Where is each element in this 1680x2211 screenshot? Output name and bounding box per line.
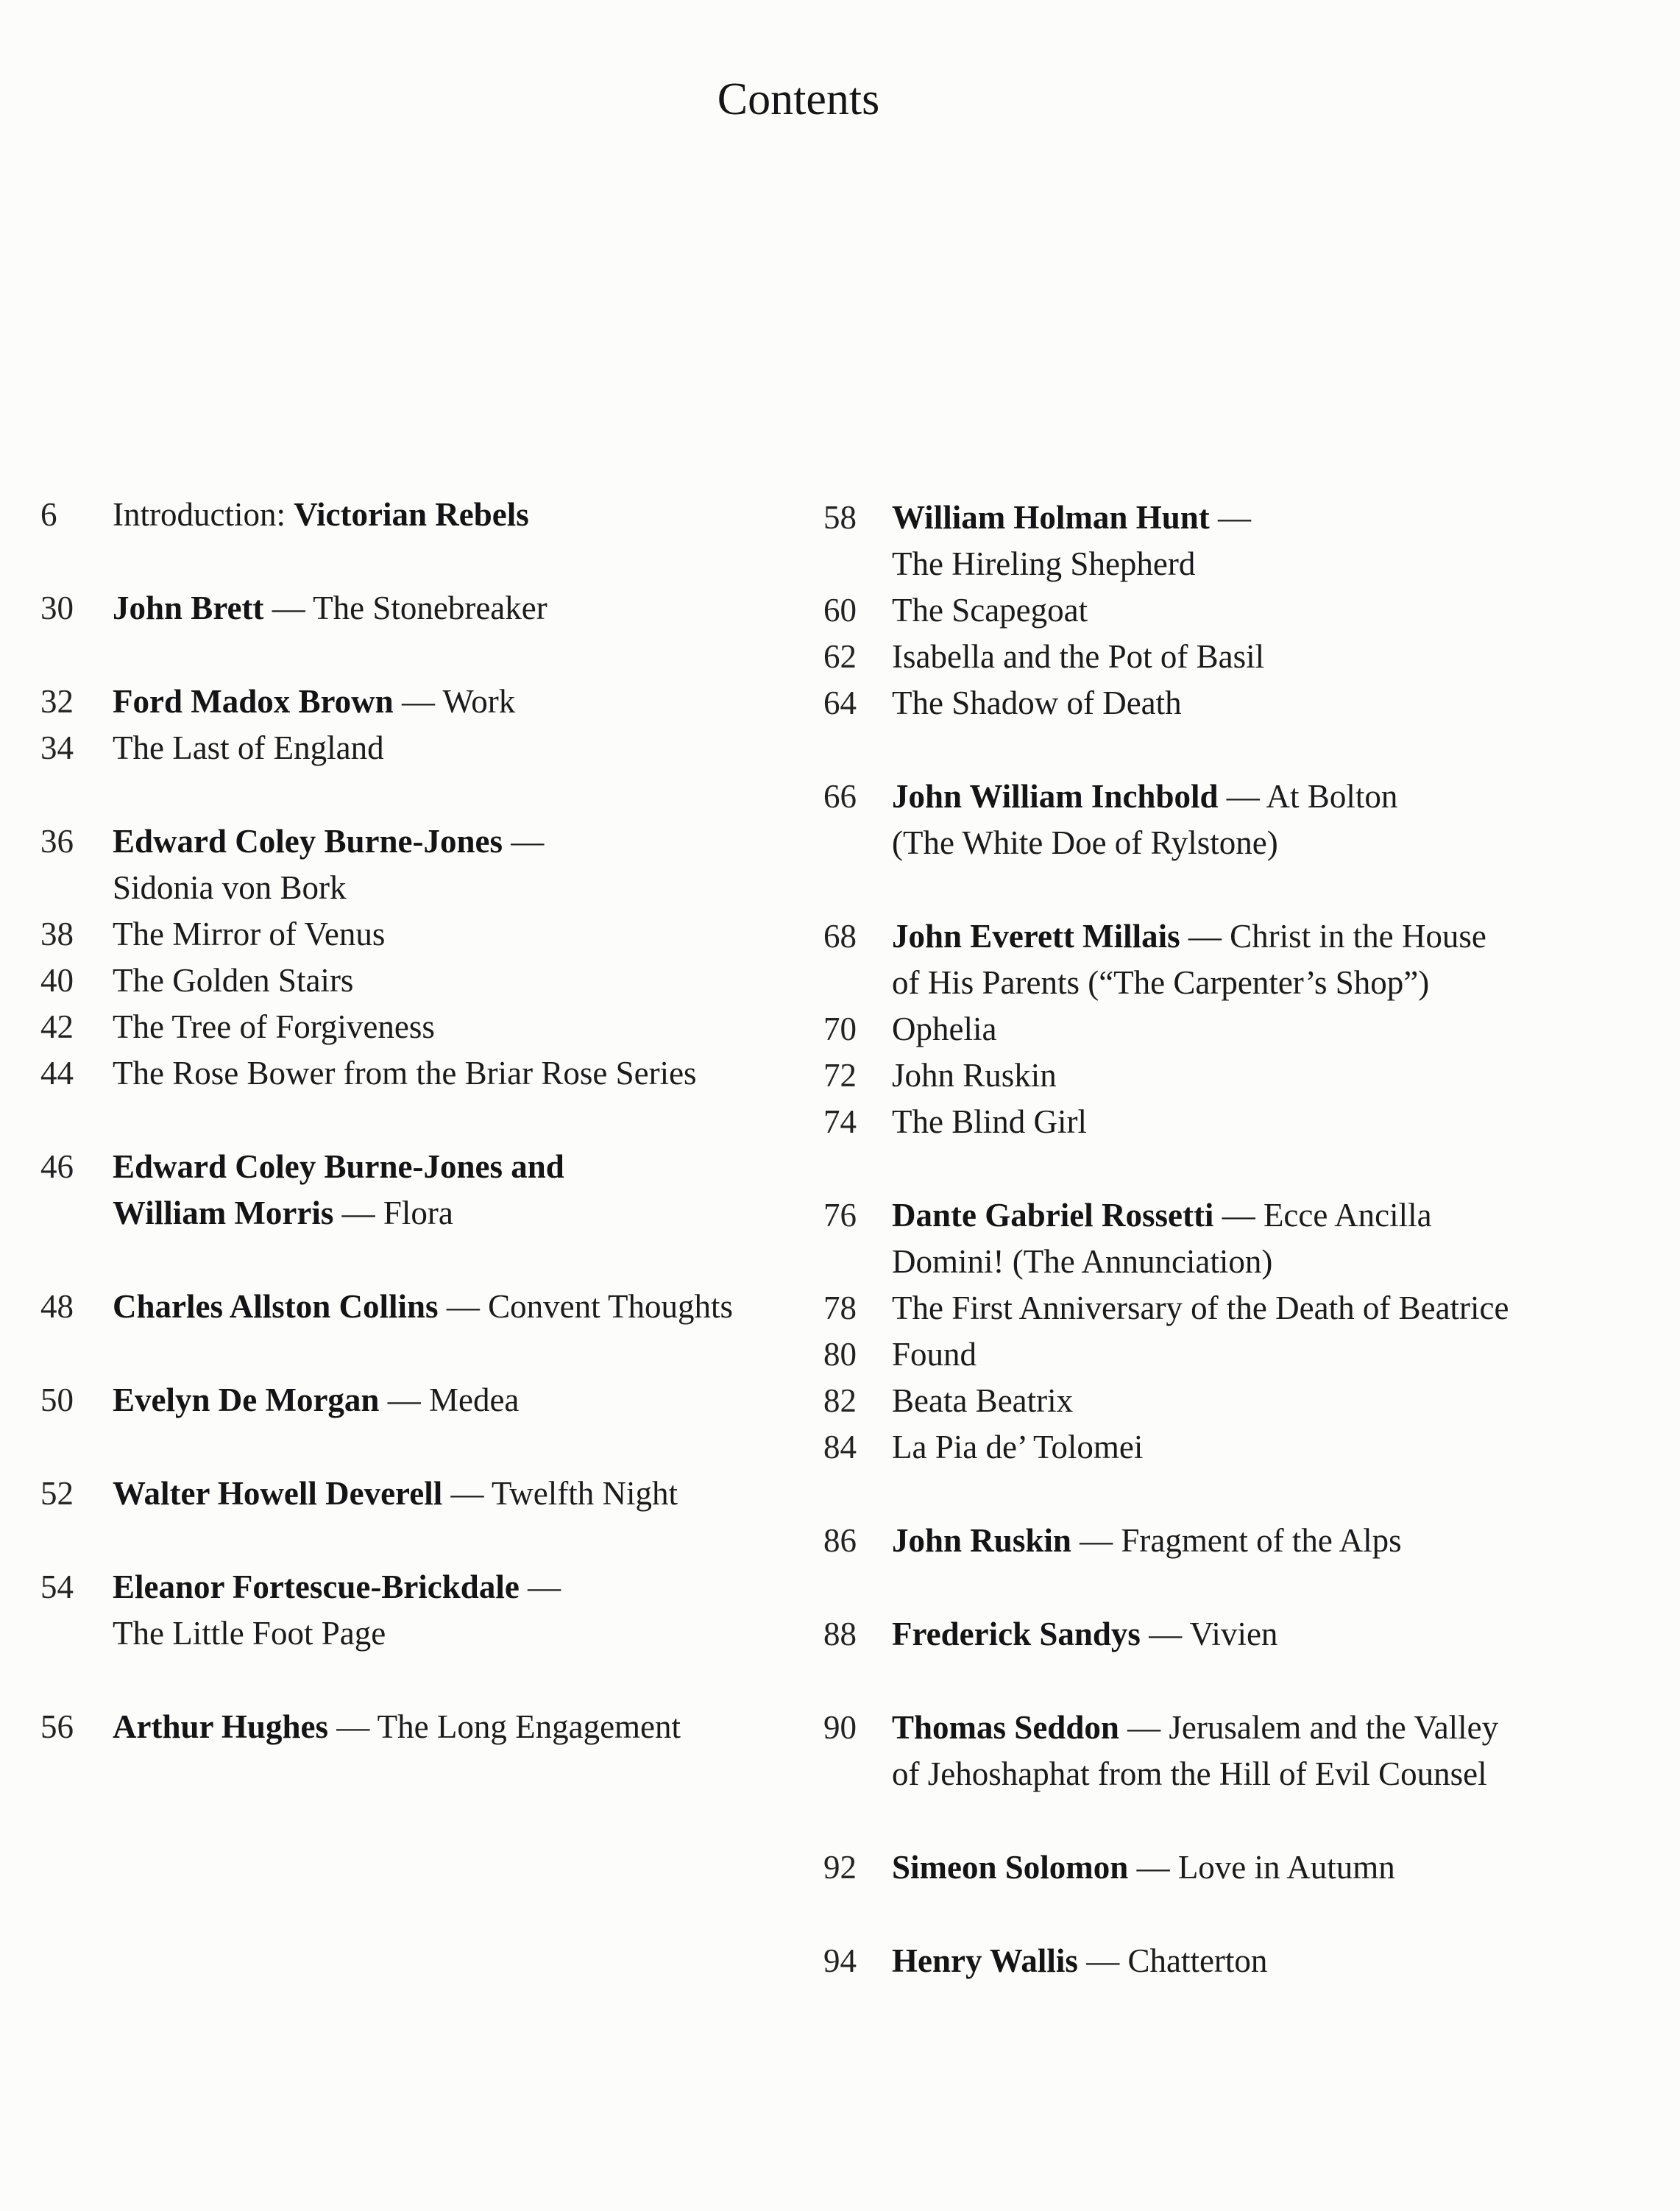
work-title: Domini! (The Annunciation) (892, 1243, 1273, 1280)
toc-row (823, 680, 1655, 726)
entry-text (892, 1331, 1655, 1378)
entry-text (892, 913, 1655, 960)
entry-text (892, 1938, 1655, 1984)
artist-name: Thomas Seddon (892, 1709, 1119, 1746)
work-title: — Medea (379, 1382, 520, 1418)
toc-row (823, 820, 1655, 866)
artist-name: John Brett (113, 590, 264, 626)
page-number: 62 (823, 638, 857, 675)
entry-text (892, 1099, 1655, 1145)
toc-row (823, 1006, 1655, 1053)
entry-text (113, 492, 791, 538)
toc-row (823, 495, 1655, 541)
work-title: The Last of England (113, 729, 384, 766)
toc-row (40, 1050, 791, 1097)
work-title: — Chatterton (1077, 1942, 1268, 1979)
work-title: The Golden Stairs (113, 962, 354, 999)
work-title: (The White Doe of Rylstone) (892, 824, 1278, 861)
page-number: 58 (823, 499, 857, 536)
toc-column-left (40, 492, 791, 1750)
entry-text (892, 1053, 1655, 1099)
entry-text (113, 818, 791, 865)
toc-row (823, 913, 1655, 960)
work-title: Introduction: (113, 496, 294, 533)
toc-row (823, 1844, 1655, 1891)
entry-text (892, 1006, 1655, 1053)
toc-row (823, 774, 1655, 820)
page-number: 44 (40, 1055, 74, 1092)
entry-text (113, 585, 791, 632)
toc-row (823, 1611, 1655, 1658)
page-number: 78 (823, 1290, 857, 1326)
work-title: The Hireling Shepherd (892, 545, 1196, 582)
work-title: — Vivien (1140, 1616, 1278, 1652)
work-title: John Ruskin (892, 1057, 1057, 1094)
toc-row (823, 1053, 1655, 1099)
page-number: 42 (40, 1008, 74, 1045)
page-number: 36 (40, 823, 74, 860)
entry-text (892, 1751, 1655, 1797)
entry-text (113, 1377, 791, 1423)
entry-text (113, 679, 791, 725)
work-title: The First Anniversary of the Death of Beatrice (892, 1290, 1509, 1326)
artist-name: William Holman Hunt (892, 499, 1210, 536)
page-number: 6 (40, 496, 57, 533)
work-title: — Convent Thoughts (438, 1288, 734, 1325)
page-number: 60 (823, 592, 857, 629)
toc-row (40, 492, 791, 538)
work-title: of His Parents (“The Carpenter’s Shop”) (892, 964, 1430, 1001)
page-number: 94 (823, 1942, 857, 1979)
page-number: 86 (823, 1522, 857, 1559)
work-title: La Pia de’ Tolomei (892, 1429, 1144, 1465)
toc-row (40, 1564, 791, 1610)
toc-row (40, 911, 791, 958)
work-title: — (1209, 499, 1251, 536)
page-number: 84 (823, 1429, 857, 1465)
artist-name: Walter Howell Deverell (113, 1475, 443, 1512)
toc-row (823, 1378, 1655, 1424)
page-number: 92 (823, 1849, 857, 1886)
entry-text (892, 820, 1655, 866)
toc-row (823, 587, 1655, 634)
toc-row (40, 1471, 791, 1517)
artist-name: Arthur Hughes (113, 1708, 328, 1745)
artist-name: John Ruskin (892, 1522, 1071, 1559)
work-title: Beata Beatrix (892, 1382, 1074, 1419)
entry-text (113, 865, 791, 911)
toc-row (40, 1004, 791, 1050)
entry-text (892, 1378, 1655, 1424)
page-number: 46 (40, 1148, 74, 1185)
toc-row (40, 1610, 791, 1657)
toc-row (823, 1099, 1655, 1145)
toc-row (40, 1704, 791, 1750)
work-title: — (519, 1568, 561, 1605)
entry-text (892, 1285, 1655, 1331)
entry-text (892, 1705, 1655, 1751)
page-number: 56 (40, 1708, 74, 1745)
artist-name: Evelyn De Morgan (113, 1382, 380, 1418)
toc-row (40, 818, 791, 865)
entry-text (892, 1192, 1655, 1239)
entry-text (113, 1050, 791, 1097)
page-number: 32 (40, 683, 74, 720)
work-title: of Jehoshaphat from the Hill of Evil Counsel (892, 1755, 1487, 1792)
page-number: 80 (823, 1336, 857, 1373)
toc-row (823, 1518, 1655, 1564)
page-number: 70 (823, 1011, 857, 1047)
work-title: — Christ in the House (1180, 918, 1486, 955)
entry-text (113, 1284, 791, 1330)
work-title: — Fragment of the Alps (1071, 1522, 1402, 1559)
toc-row (40, 1144, 791, 1190)
work-title: The Scapegoat (892, 592, 1088, 629)
artist-name: Eleanor Fortescue-Brickdale (113, 1568, 520, 1605)
entry-text (892, 634, 1655, 680)
artist-name: Henry Wallis (892, 1942, 1078, 1979)
work-title: — (503, 823, 545, 860)
page-number: 88 (823, 1616, 857, 1652)
toc-row (823, 634, 1655, 680)
toc-column-right (823, 495, 1655, 1984)
page-number: 64 (823, 684, 857, 721)
toc-row (40, 585, 791, 632)
work-title: — The Stonebreaker (263, 590, 547, 626)
entry-text (113, 1610, 791, 1657)
toc-row (823, 1424, 1655, 1471)
toc-row (823, 1751, 1655, 1797)
page-number: 40 (40, 962, 74, 999)
work-title: — At Bolton (1218, 778, 1398, 815)
work-title: The Mirror of Venus (113, 916, 386, 952)
work-title: — Love in Autumn (1128, 1849, 1395, 1886)
toc-row (823, 1192, 1655, 1239)
artist-name: William Morris (113, 1195, 334, 1231)
page-number: 90 (823, 1709, 857, 1746)
page-number: 82 (823, 1382, 857, 1419)
entry-text (892, 774, 1655, 820)
toc-row (823, 1239, 1655, 1285)
entry-text (113, 1190, 791, 1237)
entry-text (892, 1239, 1655, 1285)
page-number: 50 (40, 1382, 74, 1418)
entry-text (892, 960, 1655, 1006)
entry-text (113, 1704, 791, 1750)
entry-text (892, 1424, 1655, 1471)
entry-text (113, 1004, 791, 1050)
entry-text (113, 1471, 791, 1517)
page-number: 72 (823, 1057, 857, 1094)
toc-row (823, 1331, 1655, 1378)
artist-name: Victorian Rebels (294, 496, 529, 533)
toc-row (823, 1938, 1655, 1984)
work-title: The Blind Girl (892, 1103, 1087, 1140)
page-number: 52 (40, 1475, 74, 1512)
artist-name: Simeon Solomon (892, 1849, 1129, 1886)
entry-text (113, 958, 791, 1004)
entry-text (892, 495, 1655, 541)
toc-row (40, 679, 791, 725)
entry-text (113, 911, 791, 958)
page-number: 66 (823, 778, 857, 815)
toc-row (40, 865, 791, 911)
artist-name: Charles Allston Collins (113, 1288, 439, 1325)
page-title: Contents (717, 74, 880, 124)
entry-text (892, 1844, 1655, 1891)
toc-row (40, 1190, 791, 1237)
toc-row (40, 1284, 791, 1330)
page-number: 30 (40, 590, 74, 626)
work-title: The Rose Bower from the Briar Rose Series (113, 1055, 697, 1092)
entry-text (892, 1518, 1655, 1564)
work-title: The Little Foot Page (113, 1615, 386, 1652)
entry-text (892, 1611, 1655, 1658)
artist-name: Frederick Sandys (892, 1616, 1141, 1652)
toc-row (823, 1285, 1655, 1331)
work-title: Found (892, 1336, 977, 1373)
work-title: — Ecce Ancilla (1213, 1197, 1432, 1234)
artist-name: John Everett Millais (892, 918, 1180, 955)
toc-row (823, 1705, 1655, 1751)
artist-name: John William Inchbold (892, 778, 1219, 815)
page-number: 68 (823, 918, 857, 955)
work-title: — Flora (333, 1195, 453, 1231)
work-title: — Work (393, 683, 516, 720)
artist-name: Ford Madox Brown (113, 683, 394, 720)
entry-text (892, 587, 1655, 634)
entry-text (113, 1564, 791, 1610)
page-number: 48 (40, 1288, 74, 1325)
artist-name: Dante Gabriel Rossetti (892, 1197, 1214, 1234)
page-number: 34 (40, 729, 74, 766)
work-title: Sidonia von Bork (113, 869, 347, 906)
work-title: — The Long Engagement (327, 1708, 681, 1745)
work-title: The Shadow of Death (892, 684, 1182, 721)
entry-text (113, 725, 791, 771)
page-number: 38 (40, 916, 74, 952)
toc-row (40, 725, 791, 771)
work-title: The Tree of Forgiveness (113, 1008, 435, 1045)
page-number: 74 (823, 1103, 857, 1140)
entry-text (113, 1144, 791, 1190)
entry-text (892, 680, 1655, 726)
work-title: — Twelfth Night (442, 1475, 678, 1512)
work-title: — Jerusalem and the Valley (1119, 1709, 1499, 1746)
toc-row (823, 960, 1655, 1006)
work-title: Isabella and the Pot of Basil (892, 638, 1265, 675)
toc-row (40, 1377, 791, 1423)
page-number: 54 (40, 1568, 74, 1605)
page-number: 76 (823, 1197, 857, 1234)
artist-name: Edward Coley Burne-Jones and (113, 1148, 564, 1185)
toc-row (823, 541, 1655, 587)
entry-text (892, 541, 1655, 587)
artist-name: Edward Coley Burne-Jones (113, 823, 503, 860)
work-title: Ophelia (892, 1011, 997, 1047)
toc-row (40, 958, 791, 1004)
